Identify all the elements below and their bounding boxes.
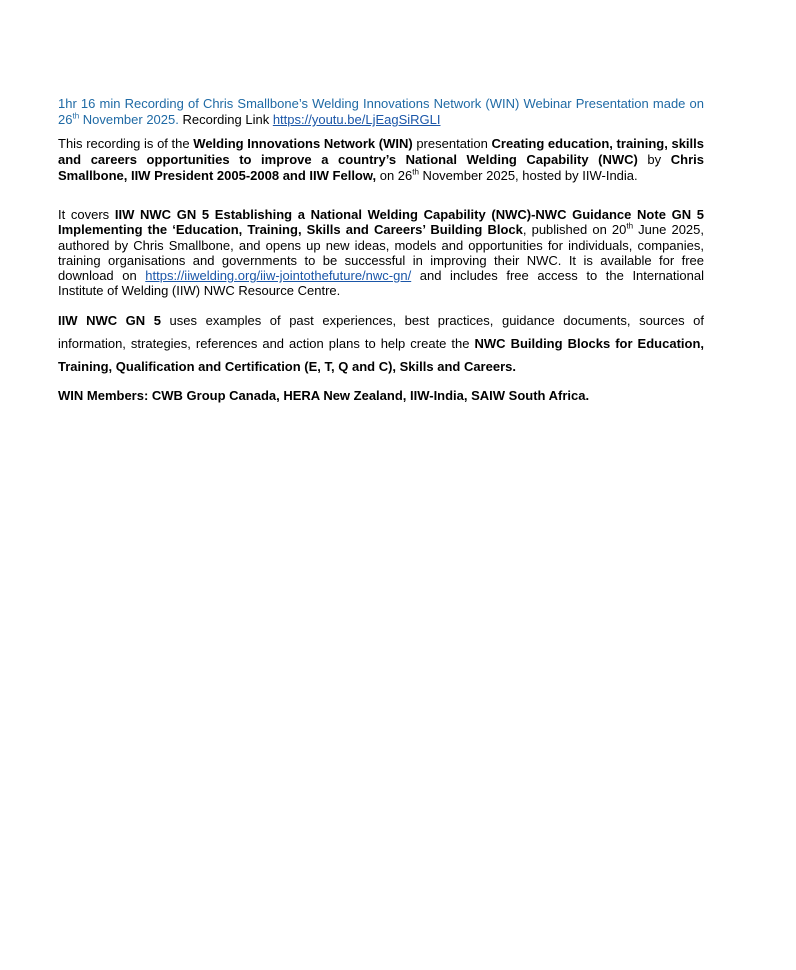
- win-members: [58, 388, 704, 404]
- text-run: This recording is of the: [58, 136, 194, 151]
- ordinal-suffix: th: [626, 221, 634, 231]
- text-run: and includes free access to the International Institute of Welding (IIW) NWC Resource Centre.: [58, 268, 704, 299]
- recording-description: [58, 136, 704, 184]
- text-run: , published on 20: [522, 222, 627, 238]
- presentation-title: Creating education, training, skills and careers opportunities to improve a country’s National Welding Capability (NWC): [58, 136, 704, 167]
- document-body: [58, 96, 704, 404]
- text-run: on 26: [376, 168, 413, 183]
- network-name: Welding Innovations Network (WIN): [193, 136, 413, 151]
- text-run: It covers: [58, 207, 115, 222]
- win-members-list: WIN Members: CWB Group Canada, HERA New Zealand, IIW-India, SAIW South Africa.: [58, 387, 590, 403]
- presenter-name: Chris Smallbone, IIW President 2005-2008 and IIW Fellow,: [58, 152, 704, 183]
- guidance-note-summary: [58, 309, 704, 378]
- recording-link-label: Recording Link: [178, 112, 273, 127]
- recording-link[interactable]: https://youtu.be/LjEagSiRGLI: [272, 112, 441, 127]
- text-run: uses examples of past experiences, best practices, guidance documents, sources of information, strategies, references and action plans to help create the: [58, 312, 705, 351]
- text-run: November 2025, hosted by IIW-India.: [418, 168, 638, 183]
- recording-announcement: [58, 96, 704, 128]
- text-run: June 2025, authored by Chris Smallbone, and opens up new ideas, models and opportunities for individuals, companies, training organisations and governments to be successful in improving their NWC. It is available for free download on: [58, 222, 704, 284]
- building-blocks-title: NWC Building Blocks for Education, Training, Qualification and Certification (E, T, Q and C), Skills and Careers.: [58, 335, 705, 374]
- guidance-note-title: IIW NWC GN 5 Establishing a National Welding Capability (NWC)-NWC Guidance Note GN 5 Implementing the ‘Education, Training, Skills and Careers’ Building Block: [58, 207, 704, 238]
- ordinal-suffix: th: [412, 167, 419, 177]
- announcement-date-rest: November 2025.: [79, 112, 179, 127]
- ordinal-suffix: th: [72, 111, 80, 121]
- download-link[interactable]: https://iiwelding.org/iiw-jointothefuture/nwc-gn/: [145, 268, 412, 284]
- text-run: by: [637, 152, 671, 167]
- text-run: presentation: [412, 136, 492, 151]
- announcement-text: 1hr 16 min Recording of Chris Smallbone’s Welding Innovations Network (WIN) Webinar Presentation made on 26: [58, 96, 704, 127]
- guidance-note-paragraph: [58, 207, 704, 299]
- guidance-note-ref: IIW NWC GN 5: [58, 312, 161, 328]
